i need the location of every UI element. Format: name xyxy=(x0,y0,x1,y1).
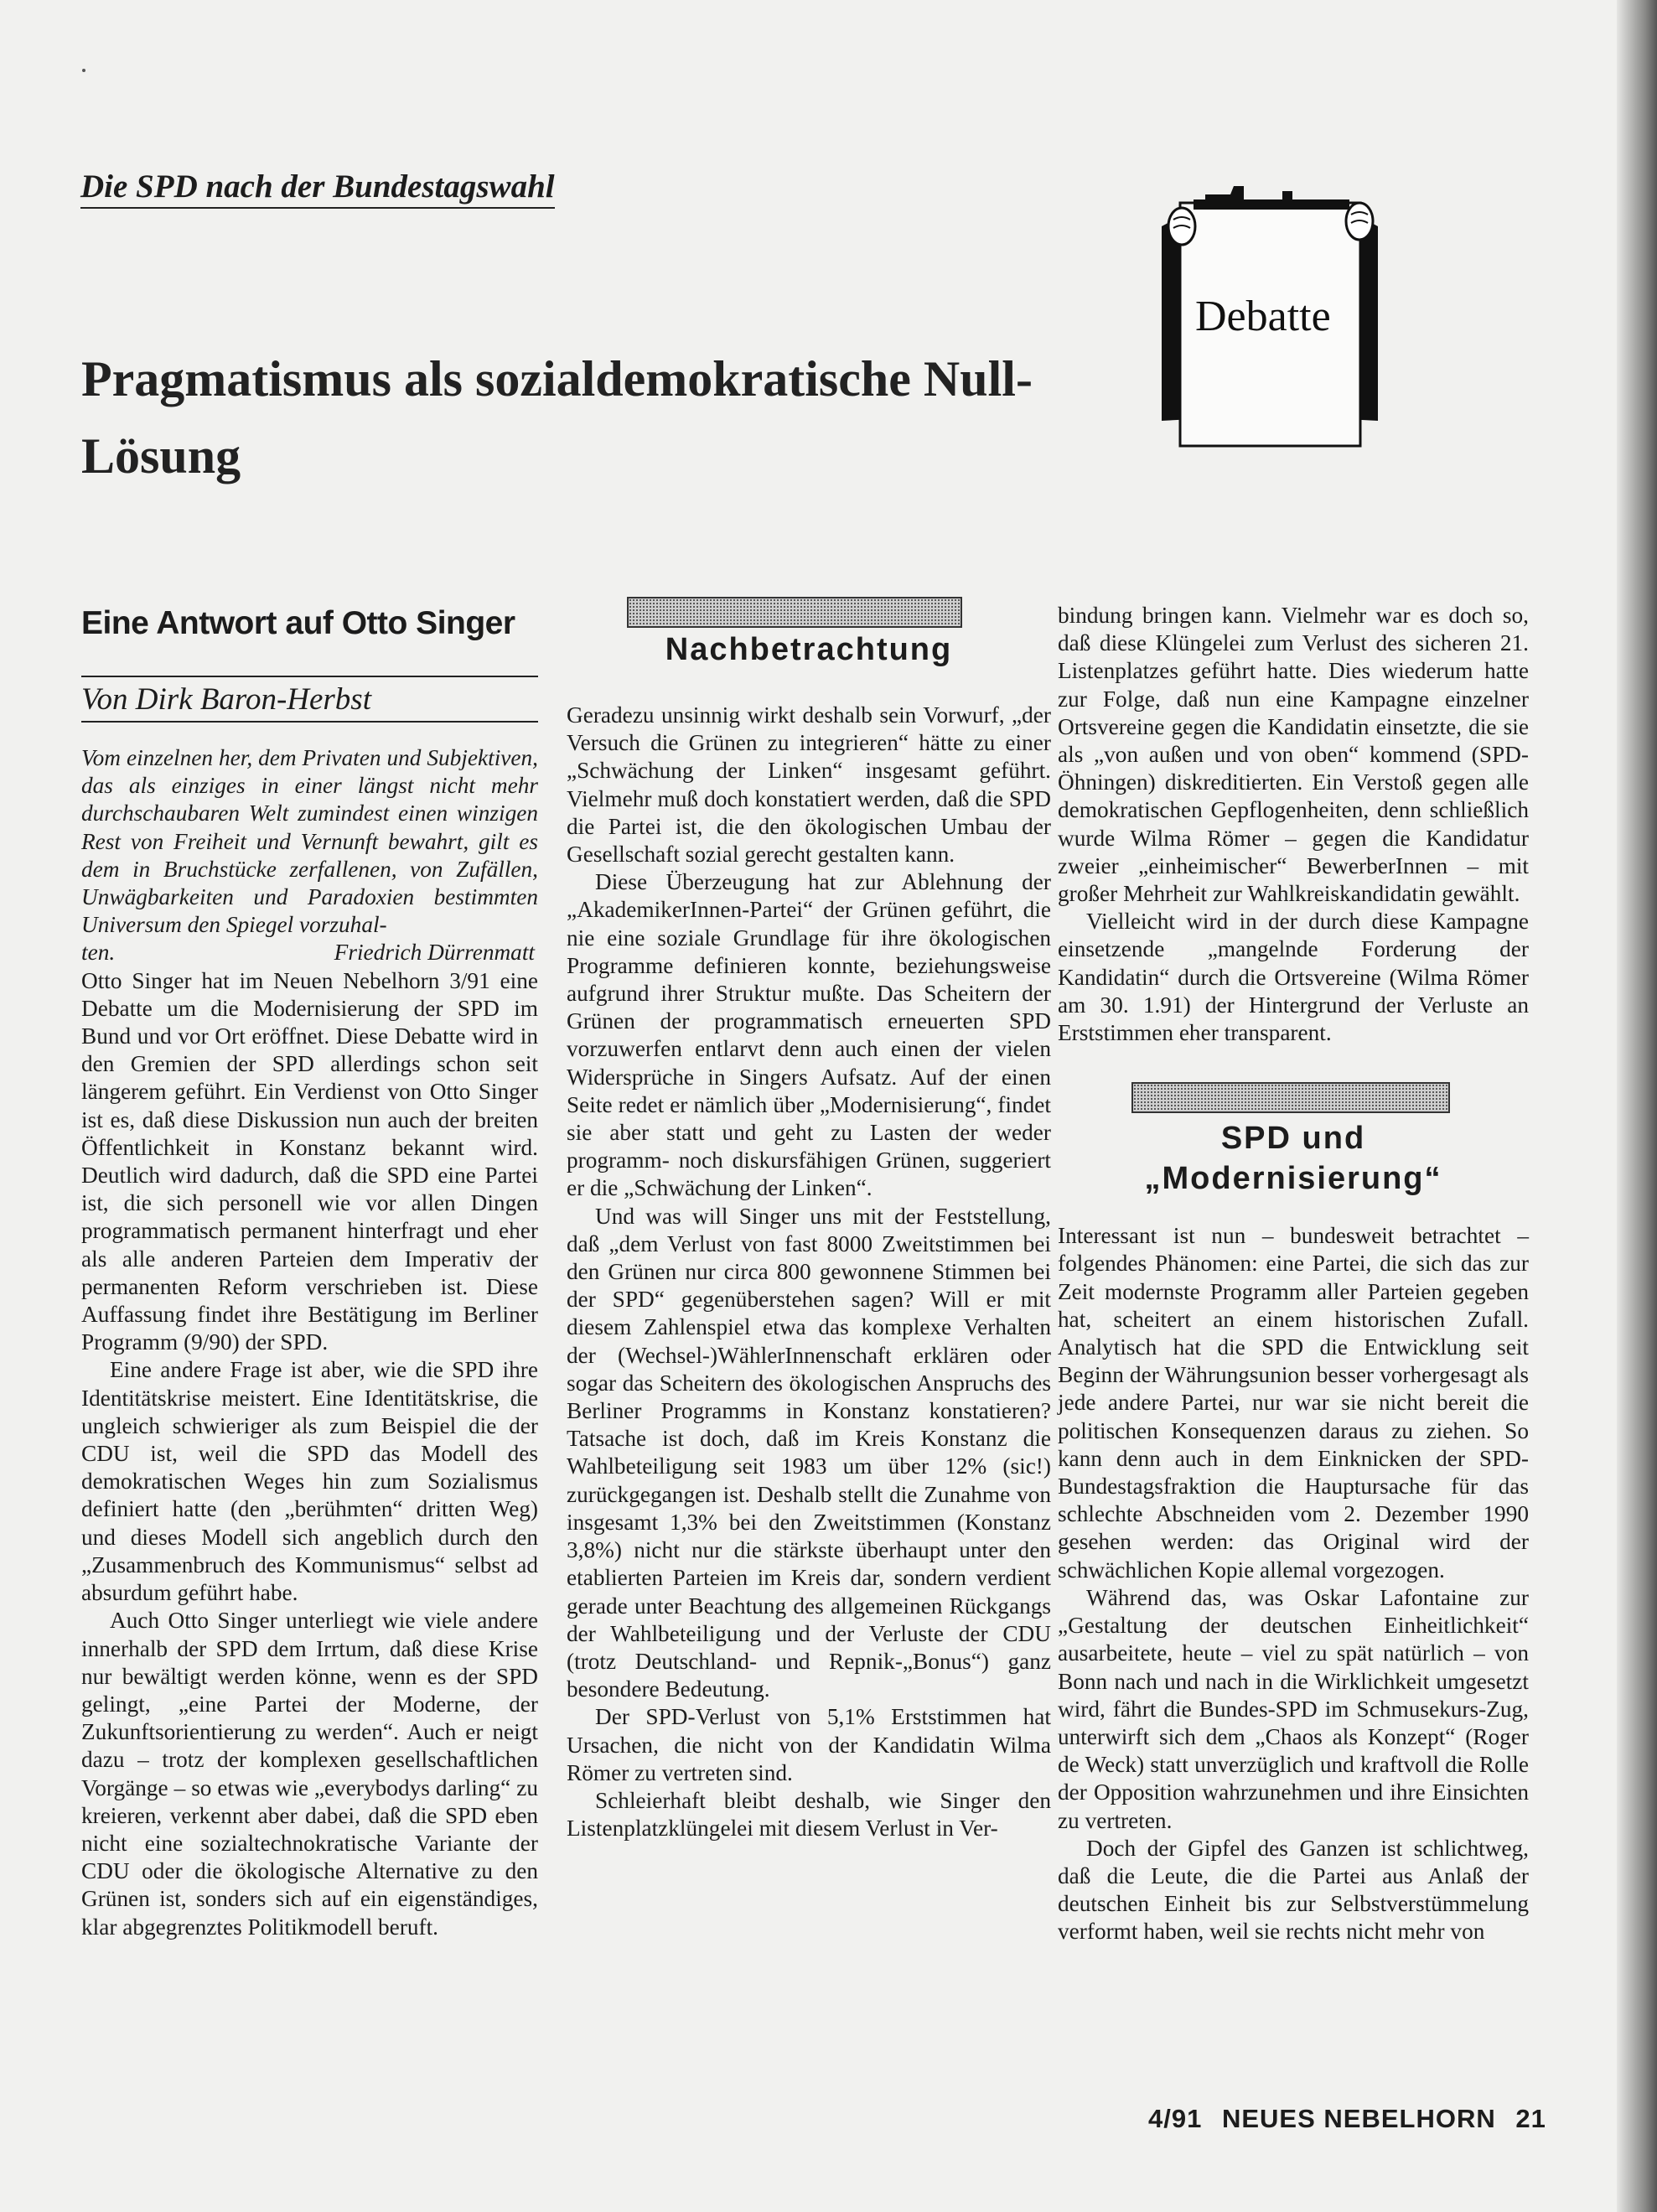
print-speck xyxy=(82,69,85,72)
author-byline: Von Dirk Baron-Herbst xyxy=(81,676,538,723)
section-marker-bar xyxy=(627,597,962,628)
issue-number: 4/91 xyxy=(1148,2104,1203,2133)
section-kicker: Die SPD nach der Bundestagswahl xyxy=(80,168,555,209)
body-paragraph: bindung bringen kann. Vielmehr war es doch so, daß diese Klüngelei zum Verlust des sicheren 21. Listenplatzes geführt hatte. Dies wiederum hatte zur Folge, daß nun eine Kampagne einzelner Ortsvereine gegen die Kandidatin einsetzte, die sie als „von außen und von oben“ kommend (SPD-Öhningen) diskreditierten. Ein Verstoß gegen alle demokratischen Gepflogenheiten, denn schließlich wurde Wilma Römer – gegen die Kandidatur zweier „einheimischer“ BewerberInnen – mit großer Mehrheit zur Wahlkreiskandidatin gewählt. xyxy=(1058,603,1529,907)
section-marker-bar xyxy=(1131,1082,1450,1113)
page-edge-shadow xyxy=(1617,0,1657,2212)
body-paragraph: Eine andere Frage ist aber, wie die SPD ihre Identitätskrise meistert. Eine Identitätskrise, die ungleich schwieriger als zum Beispiel die der CDU ist, weil die SPD das Modell des demokratischen Weges hin zum Sozialismus definiert hatte (den „berühmten“ dritten Weg) und dieses Modell sich angeblich durch den „Zusammenbruch des Kommunismus“ selbst ad absurdum geführt habe. xyxy=(81,1357,538,1606)
body-paragraph: Während das, was Oskar Lafontaine zur „Gestaltung der deutschen Einheitlichkeit“ ausarbeitete, heute – viel zu spät natürlich – von Bonn nach und nach in die Wirklichkeit umgesetzt wird, fährt die Bundes-SPD im Schmusekurs-Zug, unterwirft sich dem „Chaos als Konzept“ (Roger de Weck) statt unverzüglich und kraftvoll die Rolle der Opposition wahrzunehmen und ihre Einsichten zu vertreten. xyxy=(1058,1584,1529,1833)
body-paragraph: Der SPD-Verlust von 5,1% Erststimmen hat Ursachen, die nicht von der Kandidatin Wilma Römer zu vertreten sind. xyxy=(567,1704,1051,1785)
headline: Pragmatismus als sozialdemokratische Null-Lösung xyxy=(81,351,1033,484)
page-number: 21 xyxy=(1515,2104,1546,2133)
body-paragraph: Interessant ist nun – bundesweit betrachtet – folgendes Phänomen: eine Partei, die sich das zur Zeit modernste Programm aller Parteien gegeben hat, scheitert an einem historischen Zufall. Analytisch hat die SPD die Entwicklung seit Beginn der Währungsunion besser vorhergesagt als jede andere Partei, nur war sie nicht bereit die politischen Konsequenzen daraus zu ziehen. So kann denn auch in dem Einknicken der SPD-Bundestagsfraktion die Hauptursache für das schlechte Abschneiden vom 2. Dezember 1990 gesehen werden: das Original wird der schwächlichen Kopie allemal vorgezogen. xyxy=(1058,1223,1529,1583)
body-paragraph: Doch der Gipfel des Ganzen ist schlichtweg, daß die Leute, die die Partei aus Anlaß der deutschen Einheit bis zur Selbstverstümmelung verformt haben, weil sie rechts nicht mehr von xyxy=(1058,1835,1529,1945)
body-paragraph: Diese Überzeugung hat zur Ablehnung der „AkademikerInnen-Partei“ der Grünen geführt, die nie eine soziale Grundlage für ihre ökologischen Programme definieren konnte, beziehungsweise aufgrund ihrer Struktur mußte. Das Scheitern der Grünen der programmatisch erneuerten SPD vorzuwerfen entlarvt denn auch einen der vielen Widersprüche in Singers Aufsatz. Auf der einen Seite redet er nämlich über „Modernisierung“, findet sie aber statt und geht zu Lasten der weder programm- noch diskursfähigen Grünen, suggeriert er die „Schwächung der Linken“. xyxy=(567,869,1051,1201)
epigraph-end-line xyxy=(81,939,538,966)
body-paragraph: Auch Otto Singer unterliegt wie viele andere innerhalb der SPD dem Irrtum, daß diese Krise nur bewältigt werden könne, wenn es der SPD gelingt, „eine Partei der Moderne, der Zukunftsorientierung zu werden“. Auch er neigt dazu – trotz der komplexen gesellschaftlichen Vorgänge – so etwas wie „everybodys darling“ zu kreieren, verkennt aber dabei, daß die SPD eben nicht eine sozialtechnokratische Variante der CDU oder die ökologische Alternative zu den Grünen ist, sonders sich auf ein eigenständiges, klar abgegrenztes Politikmodell beruft. xyxy=(81,1608,538,1940)
section-heading-line-2: „Modernisierung“ xyxy=(1144,1161,1442,1197)
body-paragraph: Und was will Singer uns mit der Feststellung, daß „dem Verlust von fast 8000 Zweitstimmen bei den Grünen nur circa 800 gewonnene Stimmen bei der SPD“ gegenüberstehen sagen? Will er mit diesem Zahlenspiel etwa das komplexe Verhalten der (Wechsel-)WählerInnenschaft erklären oder sogar das Scheitern des ökologischen Anspruchs des Berliner Programms in Konstanz konstatieren? Tatsache ist doch, daß im Kreis Konstanz die Wahlbeteiligung seit 1983 um über 12% (sic!) zurückgegangen ist. Deshalb stellt die Zunahme von insgesamt 1,3% bei den Zweitstimmen (Konstanz 3,8%) nicht nur die stärkste überhaupt unter den etablierten Parteien im Kreis dar, sondern verdient gerade unter Beachtung des allgemeinen Rückgangs der Wahlbeteiligung und der Verluste der CDU (trotz Deutschland- und Repnik-„Bonus“) ganz besondere Bedeutung. xyxy=(567,1203,1051,1702)
body-paragraph: Otto Singer hat im Neuen Nebelhorn 3/91 eine Debatte um die Modernisierung der SPD im Bund und vor Ort eröffnet. Diese Debatte wird in den Gremien der SPD allerdings schon seit längerem geführt. Ein Verdienst von Otto Singer ist es, daß diese Diskussion nun auch der breiten Öffentlichkeit in Konstanz bekannt wird. Deutlich wird dadurch, daß die SPD eine Partei ist, die sich personell wie vor allen Dingen programmatisch permanent hinterfragt und eher als alle anderen Parteien dem Imperativ der permanenten Reform verschrieben ist. Diese Auffassung findet ihre Bestätigung im Berliner Programm (9/90) der SPD. xyxy=(81,967,538,1355)
section-heading: Nachbetrachtung xyxy=(665,632,953,667)
column-3 xyxy=(1058,602,1529,1946)
epigraph-last-word: ten. xyxy=(81,940,116,966)
article-subhead: Eine Antwort auf Otto Singer xyxy=(81,605,515,641)
column-1 xyxy=(81,599,538,1941)
body-paragraph: Geradezu unsinnig wirkt deshalb sein Vorwurf, „der Versuch die Grünen zu integrieren“ hätte zu einer „Schwächung der Linken“ insgesamt geführt. Vielmehr muß doch konstatiert werden, daß die SPD die Partei ist, die den ökologischen Umbau der Gesellschaft sozial gerecht gestalten kann. xyxy=(567,702,1051,868)
body-paragraph: Schleierhaft bleibt deshalb, wie Singer den Listenplatzklüngelei mit diesem Verlust in Ver- xyxy=(567,1787,1051,1842)
section-heading: SPD und xyxy=(1220,1121,1366,1157)
debatte-logo-text: Debatte xyxy=(1195,293,1331,340)
column-2 xyxy=(567,597,1051,1842)
magazine-name: NEUES NEBELHORN xyxy=(1221,2104,1496,2133)
epigraph-quote: Vom einzelnen her, dem Privaten und Subjektiven, das als einziges in einer längst nicht mehr durchschaubaren Welt zumindest einen winzigen Rest von Freiheit und Vernunft bewahrt, gilt es dem in Bruchstücke zerfallenen, von Zufällen, Unwägbarkeiten und Paradoxien bestimmten Universum den Spiegel vorzuhal- xyxy=(81,745,538,938)
body-paragraph: Vielleicht wird in der durch diese Kampagne einsetzende „mangelnde Forderung der Kandidatin“ durch die Ortsvereine (Wilma Römer am 30. 1.91) der Hintergrund der Verluste an Erststimmen eher transparent. xyxy=(1058,909,1529,1046)
debatte-logo xyxy=(1157,176,1383,453)
page-footer xyxy=(1148,2104,1546,2134)
epigraph-author: Friedrich Dürrenmatt xyxy=(334,940,535,966)
